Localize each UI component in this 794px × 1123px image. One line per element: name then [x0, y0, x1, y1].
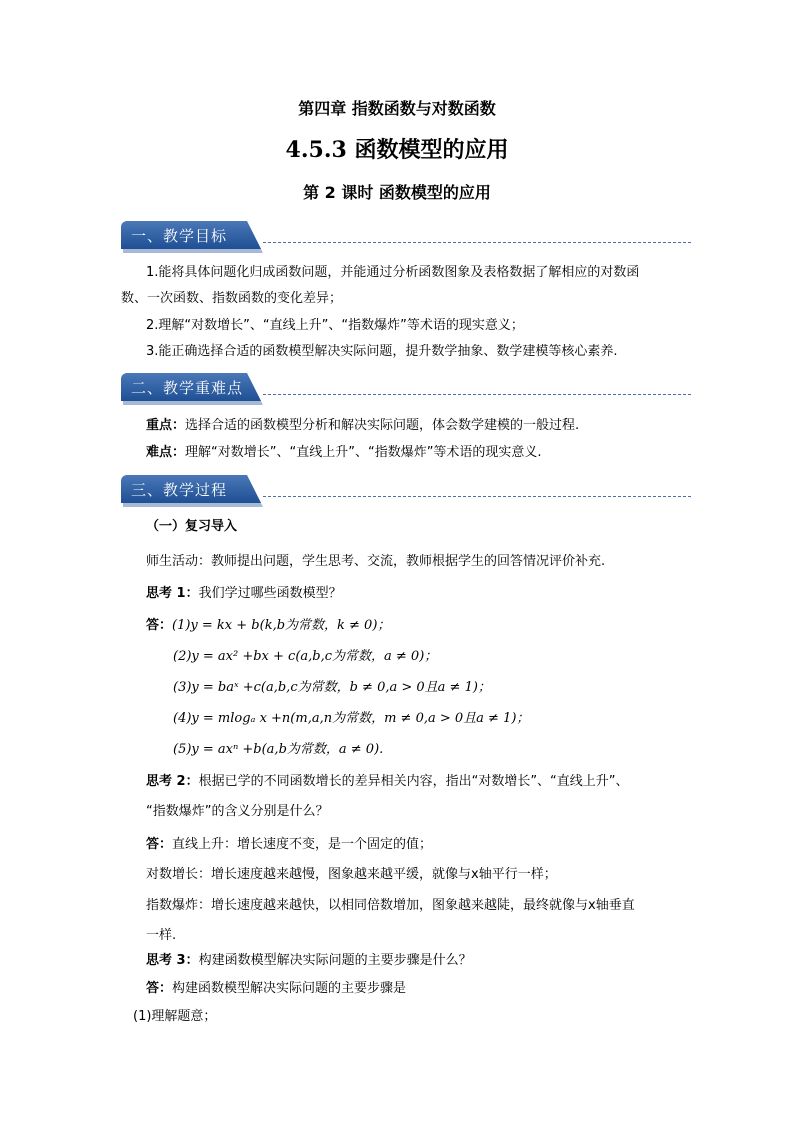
answer-2-line-4: 一样.: [146, 928, 177, 943]
question-2-line-2: “指数爆炸”的含义分别是什么？: [146, 804, 329, 819]
answer-3-text: 构建函数模型解决实际问题的主要步骤是: [172, 981, 407, 996]
focus-text: 选择合适的函数模型分析和解决实际问题，体会数学建模的一般过程.: [185, 418, 580, 433]
dashed-divider: [263, 496, 691, 497]
answer-2-line-1: [146, 836, 432, 854]
activity-line: 师生活动：教师提出问题，学生思考、交流，教师根据学生的回答情况评价补充.: [146, 554, 606, 569]
answer-label: 答：: [146, 618, 173, 633]
difficult-line: [146, 444, 542, 462]
formula-linear: (1)y = kx + b(k,b为常数，k ≠ 0)；: [172, 618, 391, 633]
objective-line-2: 数、一次函数、指数函数的变化差异；: [121, 291, 343, 306]
objective-line-4: 3.能正确选择合适的函数模型解决实际问题，提升数学抽象、数学建模等核心素养.: [146, 344, 618, 359]
formula-logarithmic: (4)y = mlogₐ x +n(m,a,n为常数，m ≠ 0,a > 0且a ≠ 1)；: [173, 711, 530, 726]
question-1-label: 思考 1：: [146, 586, 199, 601]
dashed-divider: [263, 242, 691, 243]
lesson-title: 第 2 课时 函数模型的应用: [303, 183, 491, 202]
answer-3-label: 答：: [146, 981, 173, 996]
question-1-text: 我们学过哪些函数模型？: [198, 586, 342, 601]
objective-line-1: 1.能将具体问题化归成函数问题，并能通过分析函数图象及表格数据了解相应的对数函: [146, 265, 640, 280]
question-2-text: 根据已学的不同函数增长的差异相关内容，指出“对数增长”、“直线上升”、: [198, 774, 629, 789]
formula-exponential: (3)y = baˣ +c(a,b,c为常数，b ≠ 0,a > 0且a ≠ 1)；: [173, 680, 491, 695]
formula-power: (5)y = axⁿ +b(a,b为常数，a ≠ 0).: [173, 742, 384, 757]
question-3-text: 构建函数模型解决实际问题的主要步骤是什么？: [198, 953, 472, 968]
formula-quadratic: (2)y = ax² +bx + c(a,b,c为常数，a ≠ 0)；: [173, 649, 438, 664]
question-3: [146, 952, 472, 970]
section-header-objectives: [121, 221, 691, 249]
difficult-text: 理解“对数增长”、“直线上升”、“指数爆炸”等术语的现实意义.: [185, 445, 542, 460]
focus-line: [146, 417, 579, 435]
answer-2-label: 答：: [146, 837, 173, 852]
objective-line-3: 2.理解“对数增长”、“直线上升”、“指数爆炸”等术语的现实意义；: [146, 318, 524, 333]
section-header-label: 一、教学目标: [131, 227, 228, 245]
dashed-divider: [263, 394, 691, 395]
answer-2-line-3: 指数爆炸：增长速度越来越快，以相同倍数增加，图象越来越陡，最终就像与x轴垂直: [146, 898, 635, 913]
step-1: (1)理解题意；: [133, 1009, 217, 1024]
question-2-label: 思考 2：: [146, 774, 199, 789]
section-header-label: 二、教学重难点: [131, 379, 244, 397]
section-title: 4.5.3 函数模型的应用: [285, 137, 509, 163]
difficult-label: 难点：: [146, 445, 186, 460]
question-2: [146, 773, 629, 791]
chapter-title: 第四章 指数函数与对数函数: [298, 99, 496, 118]
section-header-keypoints: [121, 373, 691, 401]
section-header-label: 三、教学过程: [131, 481, 228, 499]
answer-2-text-1: 直线上升：增长速度不变，是一个固定的值；: [172, 837, 433, 852]
answer-2-line-2: 对数增长：增长速度越来越慢，图象越来越平缓，就像与x轴平行一样；: [146, 867, 557, 882]
question-1: [146, 585, 342, 603]
section-header-process: [121, 475, 691, 503]
answer-3: [146, 980, 406, 998]
subsection-review: （一）复习导入: [146, 519, 238, 534]
focus-label: 重点：: [146, 418, 186, 433]
answer-1-line-1: [146, 617, 390, 635]
question-3-label: 思考 3：: [146, 953, 199, 968]
